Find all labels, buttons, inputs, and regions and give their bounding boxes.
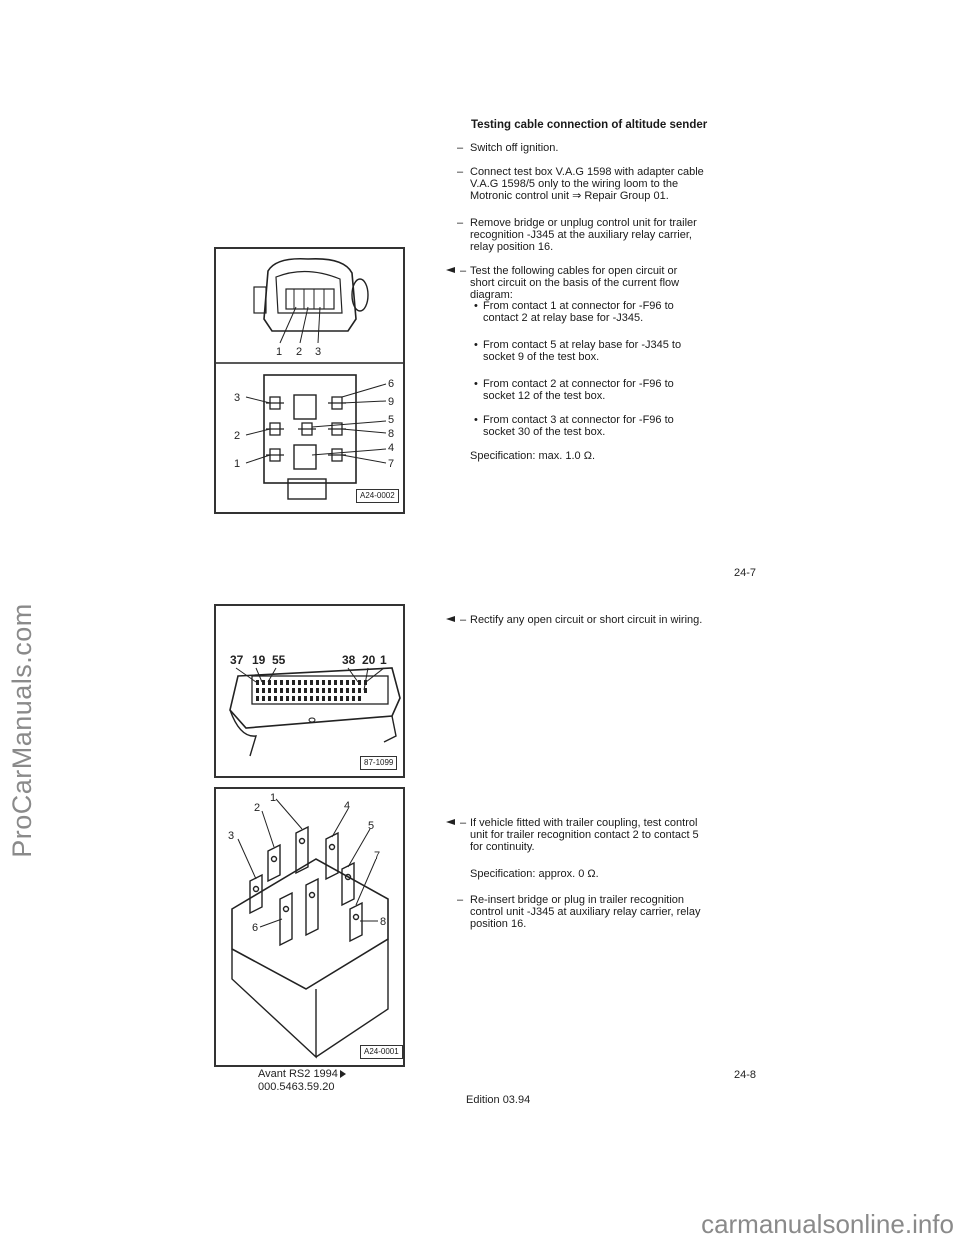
- step-dash: –: [460, 817, 467, 829]
- step-dash: –: [457, 894, 464, 906]
- page-number-24-8: 24-8: [734, 1069, 757, 1081]
- relay-pin-label-8: 8: [380, 916, 387, 928]
- relay-base-label-5: 5: [388, 414, 395, 426]
- bullet-contact-2: From contact 2 at connector for -F96 to socket 12 of the test box.: [483, 378, 674, 402]
- relay-base-label-1: 1: [234, 458, 241, 470]
- relay-pin-label-3: 3: [228, 830, 235, 842]
- figure-code: 87-1099: [360, 756, 397, 770]
- relay-pin-label-6: 6: [252, 922, 259, 934]
- relay-base-label-8: 8: [388, 428, 395, 440]
- relay-pin-label-7: 7: [374, 850, 381, 862]
- relay-base-label-9: 9: [388, 396, 395, 408]
- connector-pin-label-3: 3: [315, 346, 322, 358]
- step-dash: –: [460, 265, 467, 277]
- step-connect-test-box: Connect test box V.A.G 1598 with adapter cable V.A.G 1598/5 only to the wiring loom to the Motronic control unit ⇒ Repair Group 01.: [470, 166, 704, 202]
- relay-pin-label-5: 5: [368, 820, 375, 832]
- relay-base-label-6: 6: [388, 378, 395, 390]
- relay-diagram: [216, 789, 403, 1065]
- figure-code: A24-0002: [356, 489, 399, 503]
- pin-label-37: 37: [230, 653, 244, 667]
- relay-pin-label-4: 4: [344, 800, 351, 812]
- bottom-watermark: carmanualsonline.info: [701, 1209, 954, 1239]
- figure-trailer-relay: [214, 787, 405, 1067]
- pin-label-20: 20: [362, 653, 376, 667]
- footer-part-number: 000.5463.59.20: [258, 1081, 335, 1093]
- figure-altitude-sender-connector: [214, 247, 405, 514]
- step-remove-bridge: Remove bridge or unplug control unit for trailer recognition -J345 at the auxiliary relay carrier, relay position 16.: [470, 217, 697, 253]
- arrow-left-icon: [446, 616, 455, 622]
- step-test-trailer-unit: If vehicle fitted with trailer coupling, test control unit for trailer recognition contact 2 to contact 5 for continuity.: [470, 817, 699, 853]
- connector-pin-label-2: 2: [296, 346, 303, 358]
- arrow-left-icon: [446, 819, 455, 825]
- specification-page2: Specification: approx. 0 Ω.: [470, 868, 599, 880]
- relay-base-label-4: 4: [388, 442, 395, 454]
- arrow-left-icon: [446, 267, 455, 273]
- figure-control-unit-connector: [214, 604, 405, 778]
- bullet-icon: •: [474, 414, 478, 426]
- footer-model: [258, 1068, 346, 1081]
- connector-pin-label-1: 1: [276, 346, 283, 358]
- bullet-contact-5: From contact 5 at relay base for -J345 to socket 9 of the test box.: [483, 339, 682, 363]
- step-dash: –: [457, 217, 464, 229]
- relay-pin-label-1: 1: [270, 792, 277, 804]
- step-switch-off-ignition: Switch off ignition.: [470, 142, 559, 154]
- connector-diagram: [216, 249, 403, 512]
- triangle-right-icon: [340, 1070, 346, 1078]
- control-unit-diagram: [216, 606, 403, 776]
- bullet-contact-1: From contact 1 at connector for -F96 to contact 2 at relay base for -J345.: [483, 300, 674, 324]
- specification-page1: Specification: max. 1.0 Ω.: [470, 450, 596, 462]
- step-dash: –: [460, 614, 467, 626]
- step-dash: –: [457, 142, 464, 154]
- step-dash: –: [457, 166, 464, 178]
- step-rectify: Rectify any open circuit or short circuit in wiring.: [470, 614, 703, 626]
- side-watermark: [4, 520, 40, 940]
- side-watermark-text: ProCarManuals.com: [6, 602, 37, 858]
- relay-base-label-3: 3: [234, 392, 241, 404]
- bullet-contact-3: From contact 3 at connector for -F96 to socket 30 of the test box.: [483, 414, 674, 438]
- bullet-icon: •: [474, 300, 478, 312]
- step-test-cables: Test the following cables for open circuit or short circuit on the basis of the current flow diagram:: [470, 265, 680, 301]
- pin-label-1: 1: [380, 653, 387, 667]
- section-heading: Testing cable connection of altitude sender: [471, 119, 708, 131]
- bullet-icon: •: [474, 378, 478, 390]
- figure-code: A24-0001: [360, 1045, 403, 1059]
- pin-label-55: 55: [272, 653, 286, 667]
- footer-edition: Edition 03.94: [466, 1094, 531, 1106]
- footer-model-text: Avant RS2 1994: [258, 1068, 338, 1080]
- page-number-24-7: 24-7: [734, 567, 757, 579]
- bullet-icon: •: [474, 339, 478, 351]
- step-reinsert-bridge: Re-insert bridge or plug in trailer recognition control unit -J345 at auxiliary relay carrier, relay position 16.: [470, 894, 701, 930]
- pin-label-38: 38: [342, 653, 356, 667]
- relay-base-label-7: 7: [388, 458, 395, 470]
- relay-base-label-2: 2: [234, 430, 241, 442]
- relay-pin-label-2: 2: [254, 802, 261, 814]
- pin-label-19: 19: [252, 653, 266, 667]
